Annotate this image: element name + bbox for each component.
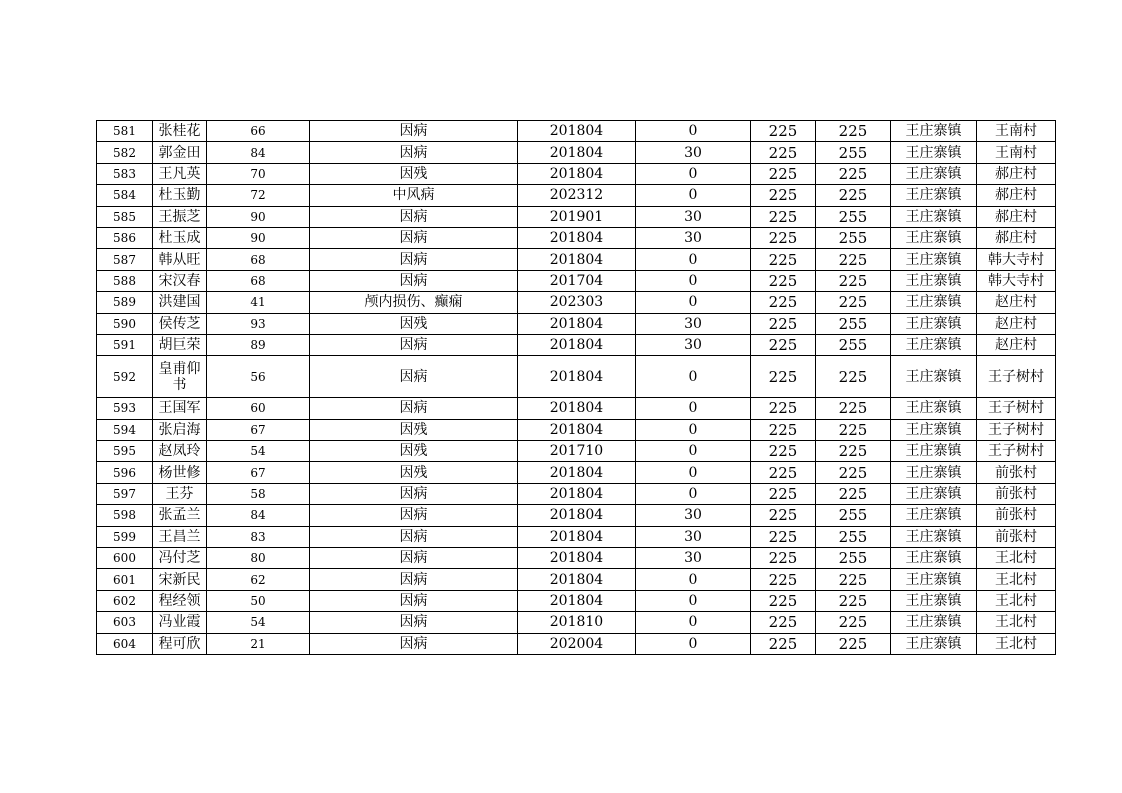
cell-village: 郝庄村 [977, 206, 1056, 227]
cell-base-amount: 225 [751, 142, 816, 163]
cell-age: 21 [207, 633, 310, 654]
cell-age: 89 [207, 334, 310, 355]
cell-name: 赵凤玲 [153, 441, 207, 462]
cell-base-amount: 225 [751, 334, 816, 355]
cell-total-amount: 225 [816, 163, 891, 184]
cell-age: 84 [207, 505, 310, 526]
cell-age: 66 [207, 121, 310, 142]
cell-age: 58 [207, 483, 310, 504]
cell-name: 程可欣 [153, 633, 207, 654]
cell-age: 80 [207, 548, 310, 569]
cell-extra-amount: 0 [636, 185, 751, 206]
cell-town: 王庄寨镇 [891, 612, 977, 633]
table-row [97, 206, 1056, 227]
cell-extra-amount: 0 [636, 612, 751, 633]
cell-name: 侯传芝 [153, 313, 207, 334]
cell-town: 王庄寨镇 [891, 633, 977, 654]
table-row [97, 505, 1056, 526]
cell-base-amount: 225 [751, 163, 816, 184]
cell-total-amount: 225 [816, 185, 891, 206]
cell-base-amount: 225 [751, 612, 816, 633]
cell-town: 王庄寨镇 [891, 121, 977, 142]
cell-reason: 因病 [310, 633, 518, 654]
cell-reason: 因病 [310, 590, 518, 611]
cell-start-date: 201804 [518, 398, 636, 419]
cell-name: 张桂花 [153, 121, 207, 142]
cell-base-amount: 225 [751, 185, 816, 206]
cell-base-amount: 225 [751, 227, 816, 248]
cell-start-date: 201804 [518, 569, 636, 590]
cell-village: 王北村 [977, 569, 1056, 590]
cell-base-amount: 225 [751, 441, 816, 462]
cell-town: 王庄寨镇 [891, 313, 977, 334]
cell-town: 王庄寨镇 [891, 292, 977, 313]
cell-age: 56 [207, 356, 310, 398]
cell-reason: 因病 [310, 569, 518, 590]
cell-serial-number: 589 [97, 292, 153, 313]
cell-serial-number: 583 [97, 163, 153, 184]
table-row [97, 249, 1056, 270]
cell-start-date: 201804 [518, 313, 636, 334]
cell-serial-number: 582 [97, 142, 153, 163]
cell-base-amount: 225 [751, 505, 816, 526]
cell-town: 王庄寨镇 [891, 419, 977, 440]
table-row [97, 398, 1056, 419]
cell-total-amount: 225 [816, 462, 891, 483]
cell-total-amount: 255 [816, 505, 891, 526]
cell-age: 83 [207, 526, 310, 547]
cell-total-amount: 225 [816, 270, 891, 291]
table-row [97, 185, 1056, 206]
cell-serial-number: 595 [97, 441, 153, 462]
table-row [97, 163, 1056, 184]
cell-town: 王庄寨镇 [891, 270, 977, 291]
cell-total-amount: 255 [816, 548, 891, 569]
cell-extra-amount: 30 [636, 313, 751, 334]
cell-name: 王昌兰 [153, 526, 207, 547]
cell-base-amount: 225 [751, 121, 816, 142]
cell-start-date: 201804 [518, 590, 636, 611]
cell-town: 王庄寨镇 [891, 462, 977, 483]
table-row [97, 313, 1056, 334]
cell-extra-amount: 0 [636, 249, 751, 270]
cell-total-amount: 225 [816, 292, 891, 313]
table-row [97, 292, 1056, 313]
cell-extra-amount: 30 [636, 548, 751, 569]
cell-reason: 因残 [310, 441, 518, 462]
cell-reason: 因病 [310, 249, 518, 270]
table-row [97, 633, 1056, 654]
cell-reason: 因残 [310, 313, 518, 334]
cell-total-amount: 225 [816, 483, 891, 504]
cell-extra-amount: 30 [636, 526, 751, 547]
cell-start-date: 201804 [518, 249, 636, 270]
cell-extra-amount: 0 [636, 590, 751, 611]
cell-start-date: 201804 [518, 334, 636, 355]
cell-start-date: 201804 [518, 227, 636, 248]
cell-town: 王庄寨镇 [891, 548, 977, 569]
cell-reason: 因病 [310, 548, 518, 569]
cell-serial-number: 584 [97, 185, 153, 206]
cell-reason: 因残 [310, 163, 518, 184]
cell-age: 72 [207, 185, 310, 206]
cell-village: 王子树村 [977, 398, 1056, 419]
cell-age: 54 [207, 612, 310, 633]
cell-town: 王庄寨镇 [891, 441, 977, 462]
cell-total-amount: 255 [816, 206, 891, 227]
cell-village: 郝庄村 [977, 227, 1056, 248]
cell-village: 前张村 [977, 505, 1056, 526]
cell-village: 王北村 [977, 612, 1056, 633]
cell-extra-amount: 30 [636, 505, 751, 526]
cell-name: 宋新民 [153, 569, 207, 590]
table-row [97, 227, 1056, 248]
cell-total-amount: 255 [816, 227, 891, 248]
cell-name: 王振芝 [153, 206, 207, 227]
cell-town: 王庄寨镇 [891, 526, 977, 547]
table-row [97, 612, 1056, 633]
cell-reason: 因残 [310, 462, 518, 483]
cell-start-date: 202312 [518, 185, 636, 206]
cell-name: 韩从旺 [153, 249, 207, 270]
cell-extra-amount: 0 [636, 569, 751, 590]
cell-village: 赵庄村 [977, 313, 1056, 334]
cell-reason: 因病 [310, 206, 518, 227]
cell-total-amount: 225 [816, 398, 891, 419]
cell-start-date: 201710 [518, 441, 636, 462]
cell-base-amount: 225 [751, 206, 816, 227]
cell-start-date: 201704 [518, 270, 636, 291]
cell-serial-number: 601 [97, 569, 153, 590]
cell-village: 前张村 [977, 483, 1056, 504]
cell-name: 杜玉勤 [153, 185, 207, 206]
cell-name: 皇甫仰书 [153, 356, 207, 398]
cell-total-amount: 255 [816, 313, 891, 334]
cell-extra-amount: 0 [636, 398, 751, 419]
cell-town: 王庄寨镇 [891, 249, 977, 270]
cell-town: 王庄寨镇 [891, 590, 977, 611]
cell-base-amount: 225 [751, 419, 816, 440]
cell-reason: 因病 [310, 612, 518, 633]
table-row [97, 462, 1056, 483]
cell-base-amount: 225 [751, 548, 816, 569]
cell-town: 王庄寨镇 [891, 206, 977, 227]
recipient-table [96, 120, 1056, 655]
cell-reason: 因病 [310, 270, 518, 291]
cell-age: 93 [207, 313, 310, 334]
cell-village: 郝庄村 [977, 185, 1056, 206]
cell-name: 郭金田 [153, 142, 207, 163]
cell-start-date: 201810 [518, 612, 636, 633]
cell-base-amount: 225 [751, 356, 816, 398]
table-row [97, 121, 1056, 142]
cell-extra-amount: 0 [636, 121, 751, 142]
cell-serial-number: 586 [97, 227, 153, 248]
cell-extra-amount: 30 [636, 334, 751, 355]
table-row [97, 270, 1056, 291]
cell-total-amount: 225 [816, 633, 891, 654]
cell-age: 67 [207, 462, 310, 483]
cell-serial-number: 588 [97, 270, 153, 291]
cell-town: 王庄寨镇 [891, 505, 977, 526]
cell-age: 60 [207, 398, 310, 419]
cell-age: 70 [207, 163, 310, 184]
cell-name: 胡巨荣 [153, 334, 207, 355]
table-row [97, 356, 1056, 398]
cell-age: 90 [207, 206, 310, 227]
cell-name: 杨世修 [153, 462, 207, 483]
cell-total-amount: 225 [816, 612, 891, 633]
cell-serial-number: 604 [97, 633, 153, 654]
cell-base-amount: 225 [751, 270, 816, 291]
cell-start-date: 201804 [518, 526, 636, 547]
cell-base-amount: 225 [751, 526, 816, 547]
cell-town: 王庄寨镇 [891, 569, 977, 590]
cell-start-date: 202004 [518, 633, 636, 654]
cell-town: 王庄寨镇 [891, 334, 977, 355]
cell-base-amount: 225 [751, 249, 816, 270]
cell-age: 54 [207, 441, 310, 462]
cell-start-date: 201804 [518, 548, 636, 569]
cell-serial-number: 592 [97, 356, 153, 398]
cell-village: 王子树村 [977, 441, 1056, 462]
cell-extra-amount: 0 [636, 462, 751, 483]
cell-total-amount: 225 [816, 569, 891, 590]
cell-reason: 因病 [310, 505, 518, 526]
cell-extra-amount: 0 [636, 633, 751, 654]
cell-town: 王庄寨镇 [891, 483, 977, 504]
cell-age: 68 [207, 270, 310, 291]
cell-name: 王芬 [153, 483, 207, 504]
cell-base-amount: 225 [751, 313, 816, 334]
cell-serial-number: 602 [97, 590, 153, 611]
table-row [97, 548, 1056, 569]
cell-village: 王南村 [977, 142, 1056, 163]
cell-town: 王庄寨镇 [891, 398, 977, 419]
cell-village: 前张村 [977, 526, 1056, 547]
cell-serial-number: 591 [97, 334, 153, 355]
table-row [97, 334, 1056, 355]
cell-age: 84 [207, 142, 310, 163]
cell-age: 67 [207, 419, 310, 440]
cell-start-date: 201804 [518, 121, 636, 142]
cell-name: 王凡英 [153, 163, 207, 184]
table-row [97, 483, 1056, 504]
cell-extra-amount: 0 [636, 419, 751, 440]
cell-age: 68 [207, 249, 310, 270]
cell-serial-number: 594 [97, 419, 153, 440]
table-row [97, 569, 1056, 590]
cell-extra-amount: 0 [636, 441, 751, 462]
cell-total-amount: 255 [816, 142, 891, 163]
cell-town: 王庄寨镇 [891, 356, 977, 398]
table-row [97, 590, 1056, 611]
cell-village: 韩大寺村 [977, 249, 1056, 270]
cell-base-amount: 225 [751, 292, 816, 313]
table-row [97, 526, 1056, 547]
cell-name: 杜玉成 [153, 227, 207, 248]
cell-serial-number: 593 [97, 398, 153, 419]
cell-village: 赵庄村 [977, 334, 1056, 355]
cell-total-amount: 225 [816, 121, 891, 142]
cell-village: 王子树村 [977, 419, 1056, 440]
cell-town: 王庄寨镇 [891, 163, 977, 184]
cell-age: 50 [207, 590, 310, 611]
cell-total-amount: 225 [816, 356, 891, 398]
cell-base-amount: 225 [751, 590, 816, 611]
cell-reason: 因残 [310, 419, 518, 440]
cell-village: 前张村 [977, 462, 1056, 483]
cell-reason: 因病 [310, 227, 518, 248]
table-body [97, 121, 1056, 655]
cell-start-date: 201804 [518, 163, 636, 184]
cell-base-amount: 225 [751, 633, 816, 654]
cell-age: 90 [207, 227, 310, 248]
cell-serial-number: 590 [97, 313, 153, 334]
cell-serial-number: 587 [97, 249, 153, 270]
cell-reason: 因病 [310, 142, 518, 163]
cell-serial-number: 597 [97, 483, 153, 504]
cell-start-date: 201804 [518, 356, 636, 398]
cell-total-amount: 255 [816, 334, 891, 355]
cell-reason: 因病 [310, 398, 518, 419]
cell-name: 宋汉春 [153, 270, 207, 291]
cell-start-date: 201901 [518, 206, 636, 227]
cell-reason: 中风病 [310, 185, 518, 206]
cell-village: 郝庄村 [977, 163, 1056, 184]
cell-start-date: 201804 [518, 462, 636, 483]
cell-serial-number: 585 [97, 206, 153, 227]
cell-total-amount: 225 [816, 590, 891, 611]
cell-name: 张孟兰 [153, 505, 207, 526]
cell-village: 韩大寺村 [977, 270, 1056, 291]
cell-extra-amount: 0 [636, 483, 751, 504]
cell-extra-amount: 30 [636, 227, 751, 248]
cell-name: 冯业霞 [153, 612, 207, 633]
cell-reason: 因病 [310, 356, 518, 398]
cell-age: 62 [207, 569, 310, 590]
cell-serial-number: 603 [97, 612, 153, 633]
cell-village: 王北村 [977, 633, 1056, 654]
cell-serial-number: 600 [97, 548, 153, 569]
cell-base-amount: 225 [751, 462, 816, 483]
cell-extra-amount: 0 [636, 356, 751, 398]
cell-start-date: 201804 [518, 505, 636, 526]
cell-total-amount: 225 [816, 419, 891, 440]
cell-start-date: 202303 [518, 292, 636, 313]
cell-start-date: 201804 [518, 142, 636, 163]
cell-reason: 因病 [310, 334, 518, 355]
cell-serial-number: 581 [97, 121, 153, 142]
cell-village: 王南村 [977, 121, 1056, 142]
cell-town: 王庄寨镇 [891, 142, 977, 163]
cell-extra-amount: 0 [636, 163, 751, 184]
cell-serial-number: 596 [97, 462, 153, 483]
cell-start-date: 201804 [518, 419, 636, 440]
cell-village: 王北村 [977, 548, 1056, 569]
cell-extra-amount: 30 [636, 142, 751, 163]
cell-extra-amount: 0 [636, 292, 751, 313]
cell-extra-amount: 30 [636, 206, 751, 227]
cell-name: 程经领 [153, 590, 207, 611]
cell-extra-amount: 0 [636, 270, 751, 291]
cell-base-amount: 225 [751, 483, 816, 504]
cell-reason: 颅内损伤、癫痫 [310, 292, 518, 313]
cell-base-amount: 225 [751, 398, 816, 419]
cell-reason: 因病 [310, 526, 518, 547]
table-row [97, 419, 1056, 440]
cell-village: 王北村 [977, 590, 1056, 611]
table-row [97, 142, 1056, 163]
cell-town: 王庄寨镇 [891, 227, 977, 248]
cell-town: 王庄寨镇 [891, 185, 977, 206]
cell-total-amount: 225 [816, 249, 891, 270]
cell-total-amount: 225 [816, 441, 891, 462]
cell-name: 张启海 [153, 419, 207, 440]
cell-age: 41 [207, 292, 310, 313]
cell-name: 冯付芝 [153, 548, 207, 569]
cell-serial-number: 599 [97, 526, 153, 547]
cell-reason: 因病 [310, 121, 518, 142]
cell-serial-number: 598 [97, 505, 153, 526]
cell-village: 赵庄村 [977, 292, 1056, 313]
cell-name: 洪建国 [153, 292, 207, 313]
document-page [96, 120, 1056, 655]
cell-village: 王子树村 [977, 356, 1056, 398]
cell-name: 王国军 [153, 398, 207, 419]
cell-start-date: 201804 [518, 483, 636, 504]
cell-total-amount: 255 [816, 526, 891, 547]
cell-reason: 因病 [310, 483, 518, 504]
table-row [97, 441, 1056, 462]
cell-base-amount: 225 [751, 569, 816, 590]
